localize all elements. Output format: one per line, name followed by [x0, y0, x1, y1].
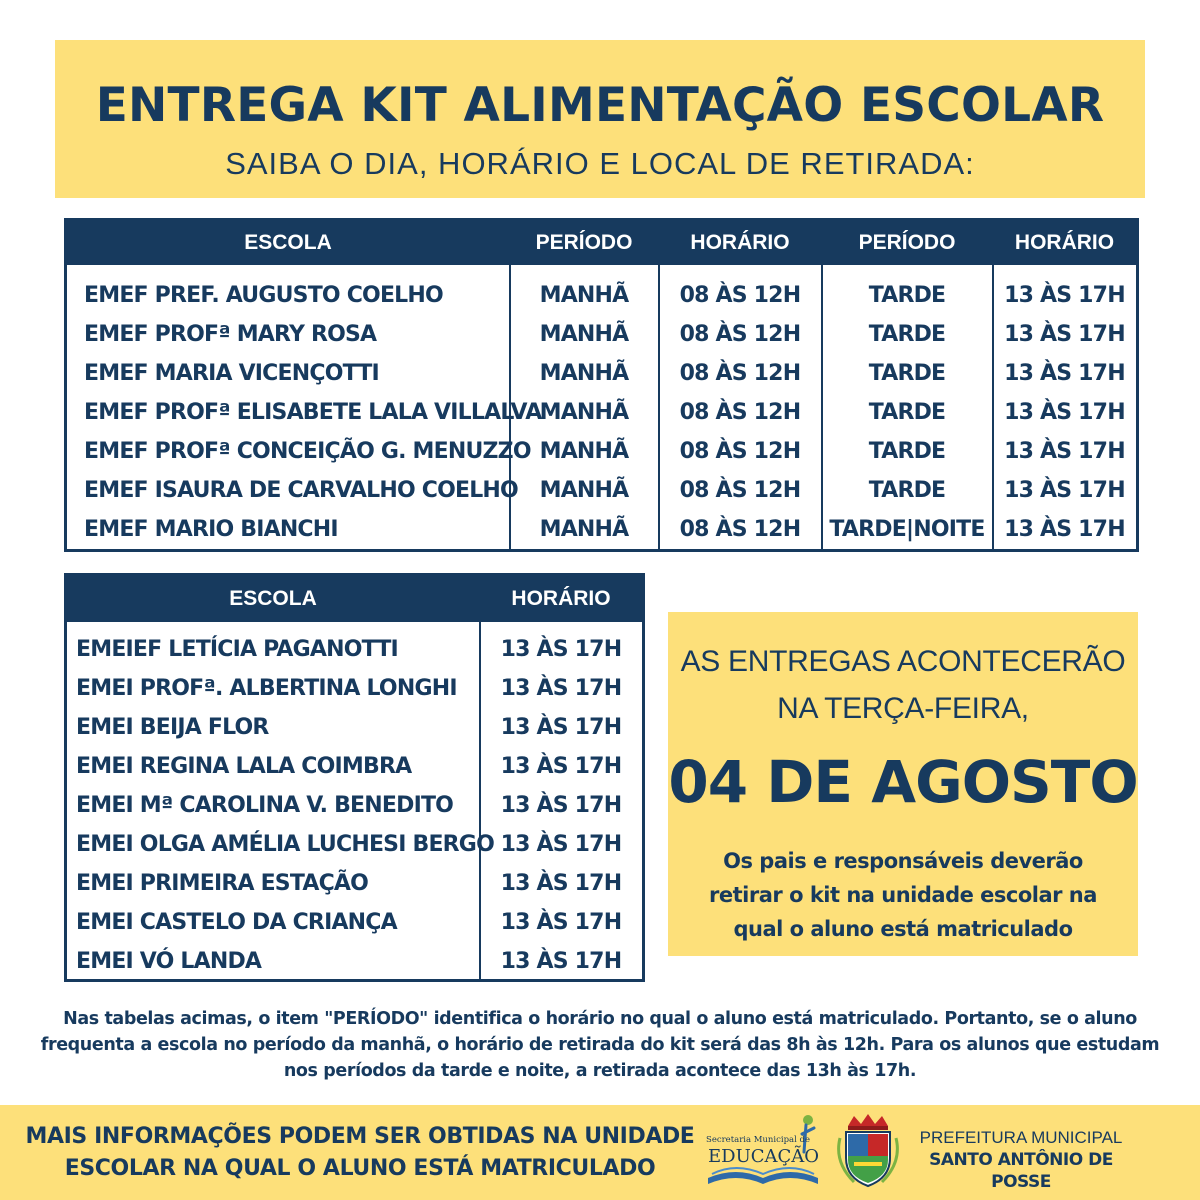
period-morning: MANHÃ	[539, 361, 629, 386]
delivery-text-line-2: NA TERÇA-FEIRA,	[777, 692, 1029, 725]
schedule-table-emef	[64, 218, 1139, 552]
time-afternoon: 13 ÀS 17H	[1004, 478, 1125, 503]
municipal-seal-icon	[832, 1112, 904, 1192]
edu-logo-small-text: Secretaria Municipal de	[706, 1135, 810, 1145]
period-morning: MANHÃ	[539, 517, 629, 542]
header-periodo-tarde: PERÍODO	[858, 231, 956, 254]
delivery-text-line-1: AS ENTREGAS ACONTECERÃO	[680, 645, 1126, 678]
schedule-table-emei	[64, 573, 645, 982]
school-name: EMEI BEIJA FLOR	[76, 715, 269, 740]
period-morning: MANHÃ	[539, 439, 629, 464]
school-name: EMEF MARIA VICENÇOTTI	[84, 361, 379, 386]
time-slot: 13 ÀS 17H	[500, 871, 622, 896]
school-name: EMEI PROFª. ALBERTINA LONGHI	[76, 676, 457, 701]
school-name: EMEF PROFª MARY ROSA	[84, 322, 377, 347]
table-row	[67, 471, 1136, 510]
header-banner	[55, 40, 1145, 198]
period-morning: MANHÃ	[539, 478, 629, 503]
delivery-date-box	[668, 612, 1138, 956]
time-afternoon: 13 ÀS 17H	[1004, 439, 1125, 464]
time-slot: 13 ÀS 17H	[500, 715, 622, 740]
table-row	[67, 354, 1136, 393]
period-morning: MANHÃ	[539, 283, 629, 308]
time-slot: 13 ÀS 17H	[500, 910, 622, 935]
header-escola: ESCOLA	[244, 231, 332, 254]
period-afternoon: TARDE	[868, 322, 946, 347]
table-row	[67, 864, 642, 903]
period-afternoon: TARDE	[868, 400, 946, 425]
header-horario-tarde: HORÁRIO	[1014, 231, 1115, 254]
time-afternoon: 13 ÀS 17H	[1004, 283, 1125, 308]
delivery-date: 04 DE AGOSTO	[668, 748, 1138, 816]
school-name: EMEI VÓ LANDA	[76, 949, 262, 974]
time-slot: 13 ÀS 17H	[500, 676, 622, 701]
page-subtitle: SAIBA O DIA, HORÁRIO E LOCAL DE RETIRADA:	[225, 146, 975, 181]
time-morning: 08 ÀS 12H	[679, 478, 801, 503]
table-row	[67, 825, 642, 864]
school-name: EMEF PROFª ELISABETE LALA VILLALVA	[84, 400, 542, 425]
time-morning: 08 ÀS 12H	[679, 322, 801, 347]
time-morning: 08 ÀS 12H	[679, 517, 801, 542]
school-name: EMEI REGINA LALA COIMBRA	[76, 754, 412, 779]
table-row	[67, 393, 1136, 432]
school-name: EMEIEF LETÍCIA PAGANOTTI	[76, 637, 398, 662]
municipality-name: SANTO ANTÔNIO DE POSSE	[929, 1150, 1113, 1192]
period-afternoon: TARDE	[868, 283, 946, 308]
table-row	[67, 669, 642, 708]
school-name: EMEI CASTELO DA CRIANÇA	[76, 910, 397, 935]
school-name: EMEF PROFª CONCEIÇÃO G. MENUZZO	[84, 439, 531, 464]
table-row	[67, 315, 1136, 354]
header-horario: HORÁRIO	[511, 587, 611, 610]
table-row	[67, 708, 642, 747]
table-header	[67, 221, 1136, 265]
period-morning: MANHÃ	[539, 400, 629, 425]
time-afternoon: 13 ÀS 17H	[1004, 322, 1125, 347]
edu-logo-big-text: EDUCAÇÃO	[708, 1146, 820, 1167]
school-name: EMEI PRIMEIRA ESTAÇÃO	[76, 871, 369, 896]
school-name: EMEF PREF. AUGUSTO COELHO	[84, 283, 443, 308]
school-name: EMEF ISAURA DE CARVALHO COELHO	[84, 478, 518, 503]
time-slot: 13 ÀS 17H	[500, 754, 622, 779]
time-slot: 13 ÀS 17H	[500, 637, 622, 662]
time-afternoon: 13 ÀS 17H	[1004, 517, 1125, 542]
table-row	[67, 432, 1136, 471]
period-afternoon: TARDE|NOITE	[829, 517, 985, 542]
table-row	[67, 903, 642, 942]
time-slot: 13 ÀS 17H	[500, 793, 622, 818]
table-row	[67, 276, 1136, 315]
school-name: EMEI Mª CAROLINA V. BENEDITO	[76, 793, 454, 818]
time-slot: 13 ÀS 17H	[500, 832, 622, 857]
page-title: ENTREGA KIT ALIMENTAÇÃO ESCOLAR	[95, 78, 1105, 133]
table-row	[67, 786, 642, 825]
table-row	[67, 510, 1136, 549]
prefeitura-label: PREFEITURA MUNICIPAL	[919, 1128, 1123, 1147]
time-morning: 08 ÀS 12H	[679, 439, 801, 464]
more-info-text: MAIS INFORMAÇÕES PODEM SER OBTIDAS NA UNIDADE ESCOLAR NA QUAL O ALUNO ESTÁ MATRICULADO	[25, 1124, 695, 1181]
period-afternoon: TARDE	[868, 361, 946, 386]
footnote: Nas tabelas acimas, o item "PERÍODO" identifica o horário no qual o aluno está matriculado. Portanto, se o aluno frequenta a escola no período da manhã, o horário de retirada do kit será das 8h às 12h. Para os alunos que estudam nos períodos da tarde e noite, a retirada acontece das 13h às 17h.	[40, 1009, 1160, 1081]
delivery-note: Os pais e responsáveis deverão retirar o kit na unidade escolar na qual o aluno está matriculado	[709, 849, 1097, 941]
education-secretariat-logo	[702, 1112, 824, 1192]
header-horario-manha: HORÁRIO	[690, 231, 790, 254]
table-header	[67, 576, 642, 622]
period-afternoon: TARDE	[868, 439, 946, 464]
time-afternoon: 13 ÀS 17H	[1004, 361, 1125, 386]
school-name: EMEI OLGA AMÉLIA LUCHESI BERGO	[76, 832, 494, 857]
header-periodo-manha: PERÍODO	[535, 231, 633, 254]
time-morning: 08 ÀS 12H	[679, 361, 801, 386]
header-escola: ESCOLA	[229, 587, 317, 610]
time-morning: 08 ÀS 12H	[679, 400, 801, 425]
school-name: EMEF MARIO BIANCHI	[84, 517, 338, 542]
time-afternoon: 13 ÀS 17H	[1004, 400, 1125, 425]
period-afternoon: TARDE	[868, 478, 946, 503]
time-morning: 08 ÀS 12H	[679, 283, 801, 308]
table-row	[67, 942, 642, 981]
table-row	[67, 747, 642, 786]
time-slot: 13 ÀS 17H	[500, 949, 622, 974]
period-morning: MANHÃ	[539, 322, 629, 347]
table-row	[67, 630, 642, 669]
